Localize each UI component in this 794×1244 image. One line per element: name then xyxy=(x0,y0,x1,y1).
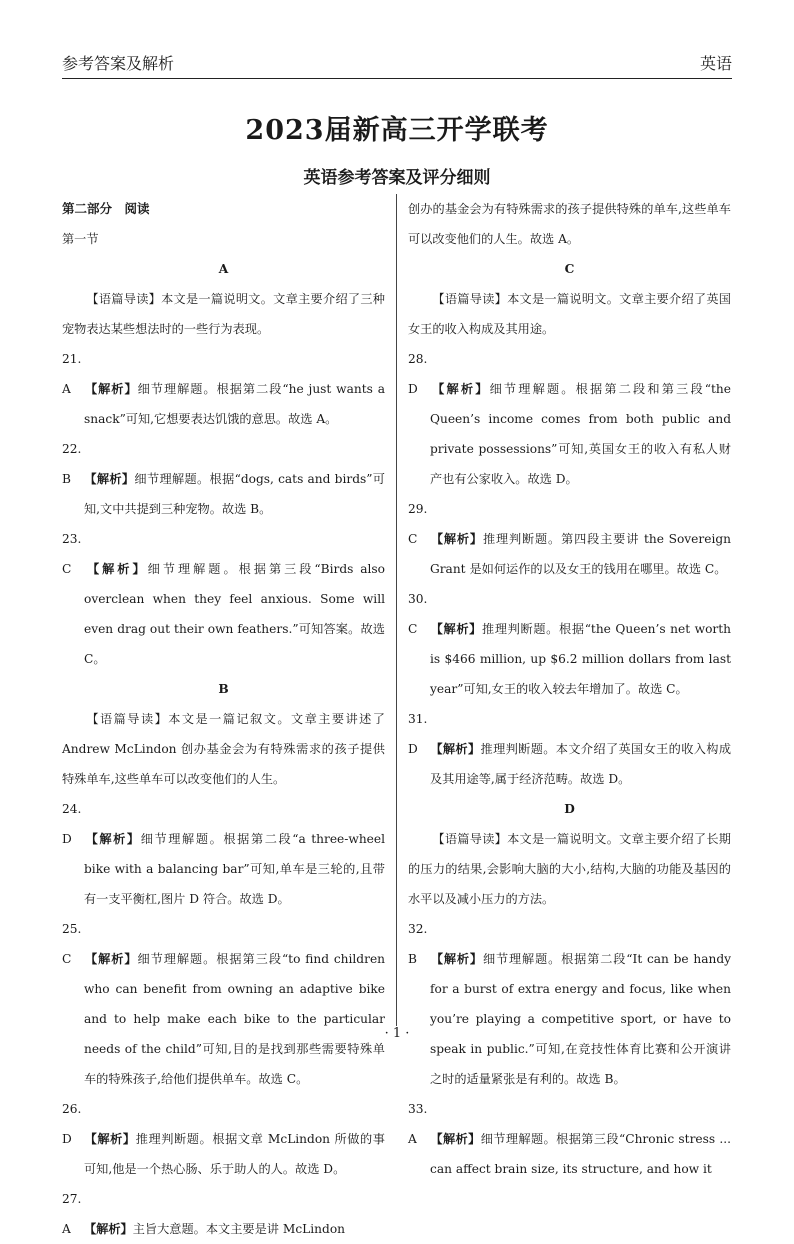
answer-item xyxy=(62,914,385,1094)
analysis-text: 细节理解题。根据第二段“It can be handy for a burst of extra energy and focus, like when you’re playing a competitive sport, or have to speak in public.”可知,在竞技性体育比赛和公开演讲之时的适量紧张是有利的。故选 B。 xyxy=(430,952,732,1086)
analysis-tag: 【解析】 xyxy=(430,622,482,636)
page-title: 2023届新高三开学联考 xyxy=(245,115,549,146)
answer-item xyxy=(408,584,731,704)
analysis-text: 推理判断题。本文介绍了英国女王的收入构成及其用途等,属于经济范畴。故选 D。 xyxy=(430,742,732,786)
answer-item xyxy=(408,704,731,794)
question-number: 31. D xyxy=(408,712,428,756)
analysis-tag: 【解析】 xyxy=(430,382,490,396)
analysis-text: 推理判断题。根据“the Queen’s net worth is $466 million, up $6.2 million dollars from last year”可知,女王的收入较去年增加了。故选 C。 xyxy=(430,622,732,696)
analysis-tag: 【解析】 xyxy=(84,472,135,486)
analysis-text: 细节理解题。根据第三段“Chronic stress ... can affect brain size, its structure, and how it xyxy=(430,1132,731,1176)
passage-letter: D xyxy=(564,802,575,816)
passage-letter: B xyxy=(218,682,229,696)
question-number: 21. A xyxy=(62,352,82,396)
question-number: 26. D xyxy=(62,1102,82,1146)
answer-item xyxy=(62,434,385,524)
continued-text: 创办的基金会为有特殊需求的孩子提供特殊的单车,这些单车可以改变他们的人生。故选 A。 xyxy=(408,202,731,246)
answer-item xyxy=(62,794,385,914)
analysis-tag: 【解析】 xyxy=(84,382,138,396)
page-number: · 1 · xyxy=(384,1026,410,1041)
analysis-text: 细节理解题。根据第二段“he just wants a snack”可知,它想要表达饥饿的意思。故选 A。 xyxy=(84,382,385,426)
header-left-label: 参考答案及解析 xyxy=(62,54,175,73)
analysis-tag: 【解析】 xyxy=(84,1132,136,1146)
question-number: 28. D xyxy=(408,352,428,396)
analysis-text: 细节理解题。根据第三段“to find children who can benefit from owning an adaptive bike and to help make each bike to the particular needs of the child”可知,目的是找到那些需要特殊单车的特殊孩子,给他们提供单车。故选 C。 xyxy=(84,952,386,1086)
analysis-text: 推理判断题。第四段主要讲 the Sovereign Grant 是如何运作的以及女王的钱用在哪里。故选 C。 xyxy=(430,532,731,576)
analysis-tag: 【解析】 xyxy=(430,952,483,966)
section-heading: 第二部分 阅读 xyxy=(62,201,150,216)
analysis-text: 细节理解题。根据“dogs, cats and birds”可知,文中共提到三种宠物。故选 B。 xyxy=(84,472,385,516)
passage-intro: 【语篇导读】本文是一篇说明文。文章主要介绍了英国女王的收入构成及其用途。 xyxy=(408,292,731,336)
header-subject-label: 英语 xyxy=(699,54,732,73)
question-number: 25. C xyxy=(62,922,82,966)
analysis-tag: 【解析】 xyxy=(430,532,483,546)
answer-item xyxy=(408,1094,731,1184)
subsection-heading: 第一节 xyxy=(62,232,99,246)
answer-item xyxy=(62,1184,385,1244)
question-number: 24. D xyxy=(62,802,82,846)
analysis-text: 推理判断题。根据文章 McLindon 所做的事可知,他是一个热心肠、乐于助人的人。故选 D。 xyxy=(84,1132,385,1176)
passage-letter: A xyxy=(218,262,229,276)
analysis-tag: 【解析】 xyxy=(430,1132,481,1146)
left-column xyxy=(62,194,385,1244)
answer-item xyxy=(62,1094,385,1184)
question-number: 29. C xyxy=(408,502,428,546)
passage-intro: 【语篇导读】本文是一篇记叙文。文章主要讲述了 Andrew McLindon 创办基金会为有特殊需求的孩子提供特殊单车,这些单车可以改变他们的人生。 xyxy=(62,712,385,786)
question-number: 32. B xyxy=(408,922,428,966)
question-number: 22. B xyxy=(62,442,82,486)
analysis-tag: 【解析】 xyxy=(84,1222,133,1236)
answer-item xyxy=(408,494,731,584)
analysis-tag: 【解析】 xyxy=(84,952,138,966)
question-number: 27. A xyxy=(62,1192,82,1236)
answer-item xyxy=(408,344,731,494)
passage-intro: 【语篇导读】本文是一篇说明文。文章主要介绍了长期的压力的结果,会影响大脑的大小,结构,大脑的功能及基因的水平以及减小压力的方法。 xyxy=(408,832,731,906)
passage-intro: 【语篇导读】本文是一篇说明文。文章主要介绍了三种宠物表达某些想法时的一些行为表现。 xyxy=(62,292,385,336)
column-divider xyxy=(396,194,397,1026)
answer-item xyxy=(408,914,731,1094)
page-header xyxy=(62,46,732,79)
analysis-text: 主旨大意题。本文主要是讲 McLindon xyxy=(132,1222,346,1236)
analysis-text: 细节理解题。根据第二段“a three-wheel bike with a balancing bar”可知,单车是三轮的,且带有一支平衡杠,图片 D 符合。故选 D。 xyxy=(84,832,385,906)
analysis-tag: 【解析】 xyxy=(84,562,148,576)
passage-letter: C xyxy=(564,262,575,276)
question-number: 23. C xyxy=(62,532,82,576)
question-number: 30. C xyxy=(408,592,428,636)
question-number: 33. A xyxy=(408,1102,428,1146)
page-subtitle: 英语参考答案及评分细则 xyxy=(303,168,491,188)
analysis-tag: 【解析】 xyxy=(430,742,481,756)
analysis-tag: 【解析】 xyxy=(84,832,141,846)
analysis-text: 细节理解题。根据第二段和第三段“the Queen’s income comes from both public and private possessions”可知,英国女王的收入有私人财产也有公家收入。故选 D。 xyxy=(430,382,731,486)
analysis-text: 细节理解题。根据第三段“Birds also overclean when they feel anxious. Some will even drag out their own feathers.”可知答案。故选 C。 xyxy=(84,562,386,666)
answer-item xyxy=(62,524,385,674)
answer-item xyxy=(62,344,385,434)
